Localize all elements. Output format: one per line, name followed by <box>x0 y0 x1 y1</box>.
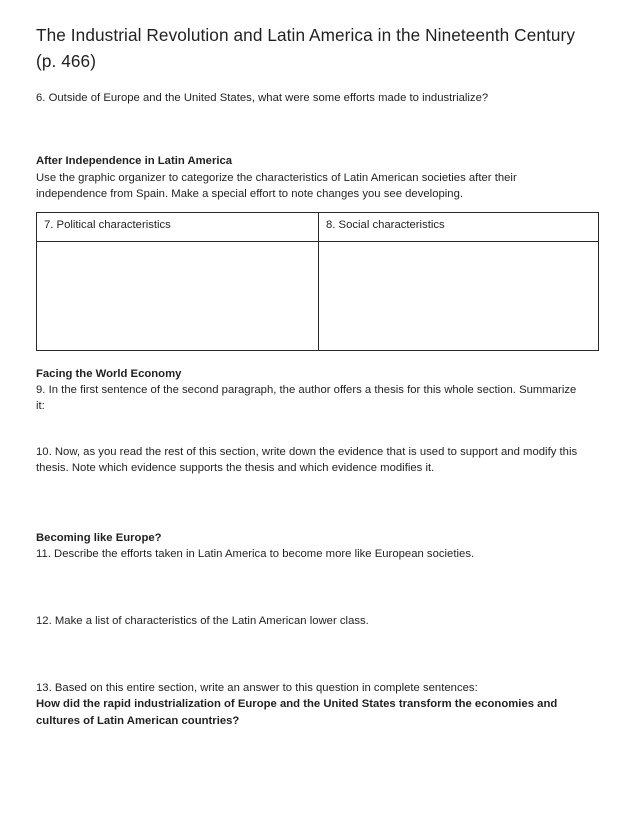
answer-space-q11[interactable] <box>36 562 598 613</box>
answer-space-q10[interactable] <box>36 477 598 530</box>
answer-space-q6[interactable] <box>36 106 598 153</box>
table-header-social-characteristics: 8. Social characteristics <box>319 212 599 241</box>
question-13-prompt: How did the rapid industrialization of Europe and the United States transform the economies and cultures of Latin American countries? <box>36 698 558 727</box>
table-row-answers <box>37 241 599 350</box>
section-heading-after-independence: After Independence in Latin America <box>36 155 233 168</box>
spacer-after-table <box>36 351 598 366</box>
graphic-organizer-table <box>36 212 599 351</box>
question-6: 6. Outside of Europe and the United States, what were some efforts made to industrialize? <box>36 92 489 104</box>
page-title: The Industrial Revolution and Latin America in the Nineteenth Century (p. 466) <box>36 25 576 71</box>
question-11: 11. Describe the efforts taken in Latin America to become more like European societies. <box>36 548 475 561</box>
answer-space-q9[interactable] <box>36 415 598 444</box>
spacer-before-table <box>36 203 598 212</box>
section-instructions-after-independence: Use the graphic organizer to categorize the characteristics of Latin American societies after their independence from Spain. Make a special effort to note changes you see developing. <box>36 171 517 201</box>
question-10: 10. Now, as you read the rest of this section, write down the evidence that is used to support and modify this thesis. Note which evidence supports the thesis and which evidence modifies it. <box>36 445 578 475</box>
table-header-political-characteristics: 7. Political characteristics <box>37 212 319 241</box>
table-cell-social-answer[interactable] <box>319 241 599 350</box>
section-heading-becoming-like-europe: Becoming like Europe? <box>36 531 162 544</box>
question-13-intro: 13. Based on this entire section, write an answer to this question in complete sentences: <box>36 681 478 694</box>
question-12: 12. Make a list of characteristics of the Latin American lower class. <box>36 615 369 628</box>
spacer-title-q6 <box>36 74 598 90</box>
table-cell-political-answer[interactable] <box>37 241 319 350</box>
table-row-headers <box>37 212 599 241</box>
section-heading-facing-world-economy: Facing the World Economy <box>36 367 182 380</box>
answer-space-q12[interactable] <box>36 630 598 680</box>
question-9: 9. In the first sentence of the second paragraph, the author offers a thesis for this whole section. Summarize it: <box>36 384 577 413</box>
